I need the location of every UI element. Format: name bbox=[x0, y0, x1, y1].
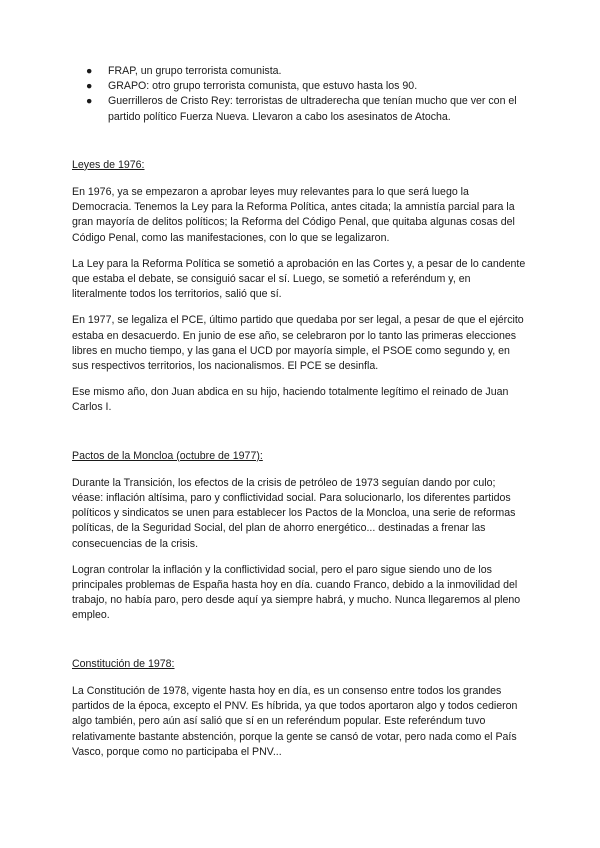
section-heading-text: Constitución de 1978 bbox=[72, 657, 172, 670]
paragraph: Logran controlar la inflación y la conflictividad social, pero el paro sigue siendo uno de los principales problemas de España hasta hoy en día. cuando Franco, debido a la inmovilidad del trabajo, no había paro, pero desde aquí ya siempre habrá, y mucho. Nunca llegaremos al pleno empleo. bbox=[72, 563, 521, 622]
paragraph: En 1977, se legaliza el PCE, último partido que quedaba por ser legal, a pesar de que el ejército estaba en desacuerdo. En junio de ese año, se celebraron por lo tanto las primeras elecciones libres en mucho tiempo, y las gana el UCD por mayoría simple, el PSOE como segundo y, en sus respectivos territorios, los nacionalismos. El PCE se desinfla. bbox=[72, 314, 524, 373]
section-heading-colon: : bbox=[171, 657, 175, 670]
section-heading-text: Leyes de 1976 bbox=[72, 158, 142, 171]
paragraph: En 1976, ya se empezaron a aprobar leyes muy relevantes para lo que será luego la Democracia. Tenemos la Ley para la Reforma Política, antes citada; la amnistía parcial para la gran mayoría de delitos políticos; la Reforma del Código Penal, que quitaba algunas cosas del Código Penal, como las manifestaciones, con lo que se legalizaron. bbox=[72, 186, 515, 244]
list-item-text: GRAPO: otro grupo terrorista comunista, que estuvo hasta los 90. bbox=[108, 80, 418, 93]
section-leyes-1976 bbox=[72, 158, 528, 416]
section-constitucion-1978 bbox=[72, 657, 528, 760]
list-item-text: Guerrilleros de Cristo Rey: terroristas de ultraderecha que tenían mucho que ver con el partido político Fuerza Nueva. Llevaron a cabo los asesinatos de Atocha. bbox=[108, 95, 517, 123]
terrorist-groups-list bbox=[72, 64, 528, 125]
paragraph: Ese mismo año, don Juan abdica en su hijo, haciendo totalmente legítimo el reinado de Juan Carlos I. bbox=[72, 386, 509, 414]
section-heading-text: Pactos de la Moncloa (octubre de 1977) bbox=[72, 449, 260, 462]
list-item bbox=[72, 79, 528, 94]
section-heading bbox=[72, 449, 528, 464]
list-item bbox=[72, 94, 528, 124]
document-page bbox=[72, 64, 528, 771]
section-heading-colon: : bbox=[259, 449, 263, 462]
bullet-dot-icon: ● bbox=[86, 80, 93, 93]
list-item-text: FRAP, un grupo terrorista comunista. bbox=[108, 65, 282, 77]
paragraph: Durante la Transición, los efectos de la crisis de petróleo de 1973 seguían dando por culo; véase: inflación altísima, paro y conflictividad social. Para solucionarlo, los diferentes partidos políticos y sindicatos se unen para establecer los Pactos de la Moncloa, una serie de reformas políticas, de la Seguridad Social, del plan de ahorro energético... destinadas a frenar las consecuencias de la crisis. bbox=[72, 476, 516, 550]
list-item bbox=[72, 64, 528, 79]
section-pactos-moncloa bbox=[72, 449, 528, 624]
paragraph: La Constitución de 1978, vigente hasta hoy en día, es un consenso entre todos los grandes partidos de la época, excepto el PNV. Es híbrida, ya que todos aportaron algo y todos cedieron algo también, pero aún así salió que sí en un referéndum popular. Este referéndum tuvo relativamente bastante abstención, porque la gente se cansó de votar, pero nada como el País Vasco, porque como no participaba el PNV... bbox=[72, 684, 518, 758]
bullet-dot-icon: ● bbox=[86, 65, 93, 77]
bullet-dot-icon: ● bbox=[86, 95, 93, 108]
section-heading bbox=[72, 158, 528, 173]
paragraph: La Ley para la Reforma Política se sometió a aprobación en las Cortes y, a pesar de lo candente que estaba el debate, se consiguió sacar el sí. Luego, se sometió a referéndum y, en literalmente todos los territorios, salió que sí. bbox=[72, 257, 526, 301]
section-heading-colon: : bbox=[141, 158, 145, 171]
section-heading bbox=[72, 657, 528, 672]
